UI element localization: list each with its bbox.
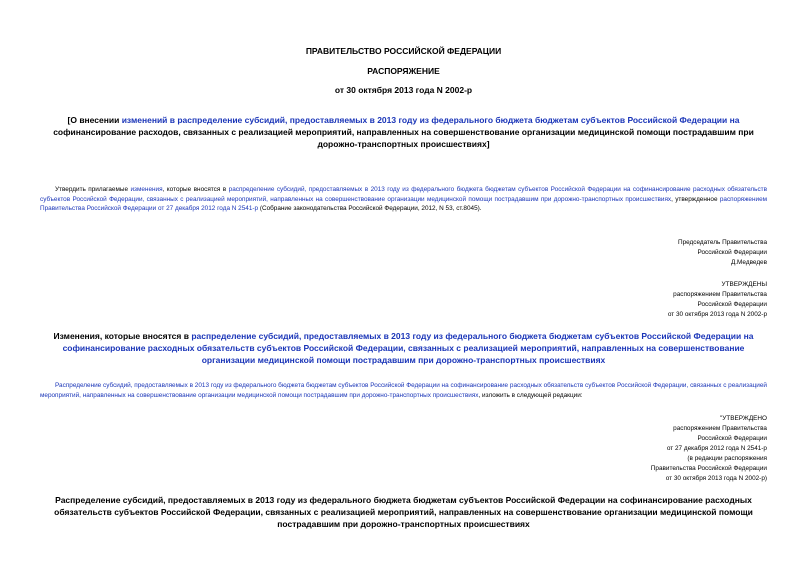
title-bracket: [О внесении — [67, 115, 122, 125]
signature-line-2: Российской Федерации — [697, 249, 767, 256]
approval-2-block — [651, 414, 767, 484]
approval-2-line-5: (в редакции распоряжения — [687, 455, 767, 462]
approval-2-line-7: от 30 октября 2013 года N 2002-р) — [665, 475, 767, 482]
government-heading: ПРАВИТЕЛЬСТВО РОССИЙСКОЙ ФЕДЕРАЦИИ — [305, 46, 502, 56]
doc-type-heading: РАСПОРЯЖЕНИЕ — [367, 66, 440, 76]
approval-line-1: УТВЕРЖДЕНЫ — [721, 281, 767, 288]
p1-start: Утвердить прилагаемые — [55, 186, 131, 193]
changes-title-start: Изменения, которые вносятся в — [53, 331, 192, 341]
p1-mid2: , утвержденное — [671, 195, 720, 203]
distribution-title: Распределение субсидий, предоставляемых в 2013 году из федерального бюджета бюджетам субъектов Российской Федерации на софинансирование расходных обязательств субъектов Российской Федерации, связанных с реализацией мероприятий, направленных на совершенствование организации медицинской помощи пострадавшим при дорожно-транспортных происшествиях — [54, 495, 753, 529]
signature-line-3: Д.Медведев — [730, 259, 767, 266]
p1-end: (Собрание законодательства Российской Федерации, 2012, N 53, ст.8045). — [258, 205, 482, 212]
order-link[interactable]: распоряжением Правительства Российской Федерации от 27 декабря 2012 года N 2541-р — [40, 195, 768, 212]
body-paragraph — [40, 185, 767, 214]
date-number-heading: от 30 октября 2013 года N 2002-р — [334, 85, 473, 95]
distribution-link[interactable]: распределение субсидий, предоставляемых в 2013 году из федерального бюджета бюджетам субъектов Российской Федерации на софинансирование расходных обязательств субъектов Российской Федерации, связанных с реализацией мероприятий, направленных на совершенствование организации медицинской помощи пострадавшим при дорожно-транспортных происшествиях — [40, 186, 767, 203]
changes-title — [40, 330, 767, 366]
approval-2-line-4: от 27 декабря 2012 года N 2541-р — [666, 445, 767, 452]
changes-title-link[interactable]: распределение субсидий, предоставляемых в 2013 году из федерального бюджета бюджетам субъектов Российской Федерации на софинансирование расходных обязательств субъектов Российской Федерации, связанных с реализацией мероприятий, направленных на совершенствование организации медицинской помощи пострадавшим при дорожно-транспортных происшествиях — [62, 331, 754, 365]
approval-2-line-1: "УТВЕРЖДЕНО — [719, 415, 767, 422]
changes-link[interactable]: изменения — [130, 186, 163, 193]
changes-body-link[interactable]: Распределение субсидий, предоставляемых в 2013 году из федерального бюджета бюджетам субъектов Российской Федерации на софинансирование расходных обязательств субъектов Российской Федерации, связанных с реализацией мероприятий, направленных на совершенствование организации медицинской помощи пострадавшим при дорожно-транспортных происшествиях — [40, 382, 767, 399]
approval-line-3: Российской Федерации — [697, 301, 767, 308]
changes-paragraph — [40, 381, 767, 400]
title-link[interactable]: изменений в распределение субсидий, предоставляемых в 2013 году из федерального бюджета бюджетам субъектов Российской Федерации на — [121, 115, 740, 125]
signature-line-1: Председатель Правительства — [678, 239, 767, 246]
approval-block — [668, 280, 767, 320]
title-rest: софинансирование расходов, связанных с реализацией мероприятий, направленных на совершенствование организации медицинской помощи пострадавшим при дорожно-транспортных происшествиях] — [53, 127, 754, 149]
approval-2-line-6: Правительства Российской Федерации — [650, 465, 767, 472]
approval-2-line-3: Российской Федерации — [697, 435, 767, 442]
approval-line-2: распоряжением Правительства — [673, 291, 767, 298]
signature-block — [678, 238, 767, 268]
approval-2-line-2: распоряжением Правительства — [673, 425, 767, 432]
document-title — [48, 114, 759, 150]
approval-line-4: от 30 октября 2013 года N 2002-р — [667, 311, 767, 318]
changes-body-end: , изложить в следующей редакции: — [478, 391, 583, 399]
p1-mid1: , которые вносятся в — [162, 186, 229, 193]
